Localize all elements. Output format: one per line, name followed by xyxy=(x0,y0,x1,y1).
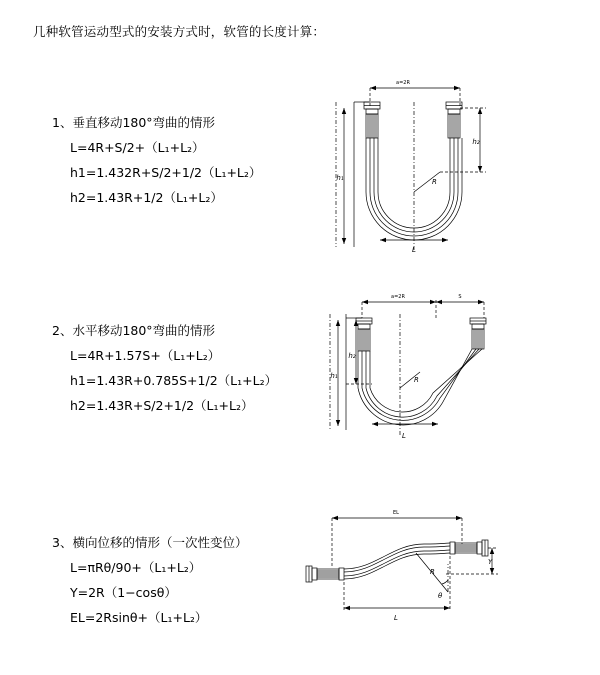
svg-text:Y: Y xyxy=(488,558,493,566)
svg-text:L: L xyxy=(412,246,416,254)
section-3-index: 3、 xyxy=(52,535,73,550)
svg-text:L: L xyxy=(394,614,398,622)
svg-text:S: S xyxy=(458,294,462,300)
page-title: 几种软管运动型式的安装方式时，软管的长度计算： xyxy=(33,24,326,39)
figure-horizontal-180 xyxy=(318,288,508,452)
section-3-formula-2: Y=2R（1−cosθ） xyxy=(70,585,177,600)
svg-text:h₂: h₂ xyxy=(348,352,356,360)
section-1-text-block xyxy=(52,110,261,210)
figure-lateral-offset xyxy=(296,504,506,628)
svg-text:R: R xyxy=(430,568,435,576)
section-1-formula-2: h1=1.432R+S/2+1/2（L₁+L₂） xyxy=(70,165,262,180)
section-3-formula-3: EL=2Rsinθ+（L₁+L₂） xyxy=(70,610,208,625)
section-2-title xyxy=(52,318,277,343)
section-2-title-text: 水平移动180°弯曲的情形 xyxy=(72,323,216,338)
vertical-180-bend-diagram xyxy=(320,72,500,262)
lateral-offset-diagram xyxy=(296,504,506,624)
section-1-formula-3: h2=1.43R+1/2（L₁+L₂） xyxy=(70,190,223,205)
section-2-formula-3: h2=1.43R+S/2+1/2（L₁+L₂） xyxy=(70,398,254,413)
horizontal-180-bend-diagram xyxy=(318,288,508,448)
svg-text:R: R xyxy=(432,178,437,186)
svg-text:a=2R: a=2R xyxy=(396,80,410,86)
section-3-title-text: 横向位移的情形（一次性变位） xyxy=(72,535,248,550)
section-3-title xyxy=(52,530,247,555)
section-2-text-block xyxy=(52,318,277,418)
svg-text:L: L xyxy=(402,432,406,440)
svg-text:EL: EL xyxy=(393,510,399,516)
svg-text:h₁: h₁ xyxy=(336,174,344,182)
svg-text:a=2R: a=2R xyxy=(391,294,405,300)
section-1-title-text: 垂直移动180°弯曲的情形 xyxy=(72,115,216,130)
svg-text:θ: θ xyxy=(438,592,443,600)
section-1-title xyxy=(52,110,261,135)
section-2-formula-1: L=4R+1.57S+（L₁+L₂） xyxy=(70,348,221,363)
svg-text:h₂: h₂ xyxy=(472,138,480,146)
section-3-formula-1: L=πRθ/90+（L₁+L₂） xyxy=(70,560,202,575)
section-3-text-block xyxy=(52,530,247,630)
section-1-index: 1、 xyxy=(52,115,73,130)
svg-text:h₁: h₁ xyxy=(330,372,338,380)
section-2-index: 2、 xyxy=(52,323,73,338)
svg-text:R: R xyxy=(414,376,419,384)
figure-vertical-180 xyxy=(320,72,500,266)
section-vertical-180 xyxy=(0,0,600,254)
section-2-formula-2: h1=1.43R+0.785S+1/2（L₁+L₂） xyxy=(70,373,278,388)
section-1-formula-1: L=4R+S/2+（L₁+L₂） xyxy=(70,140,205,155)
